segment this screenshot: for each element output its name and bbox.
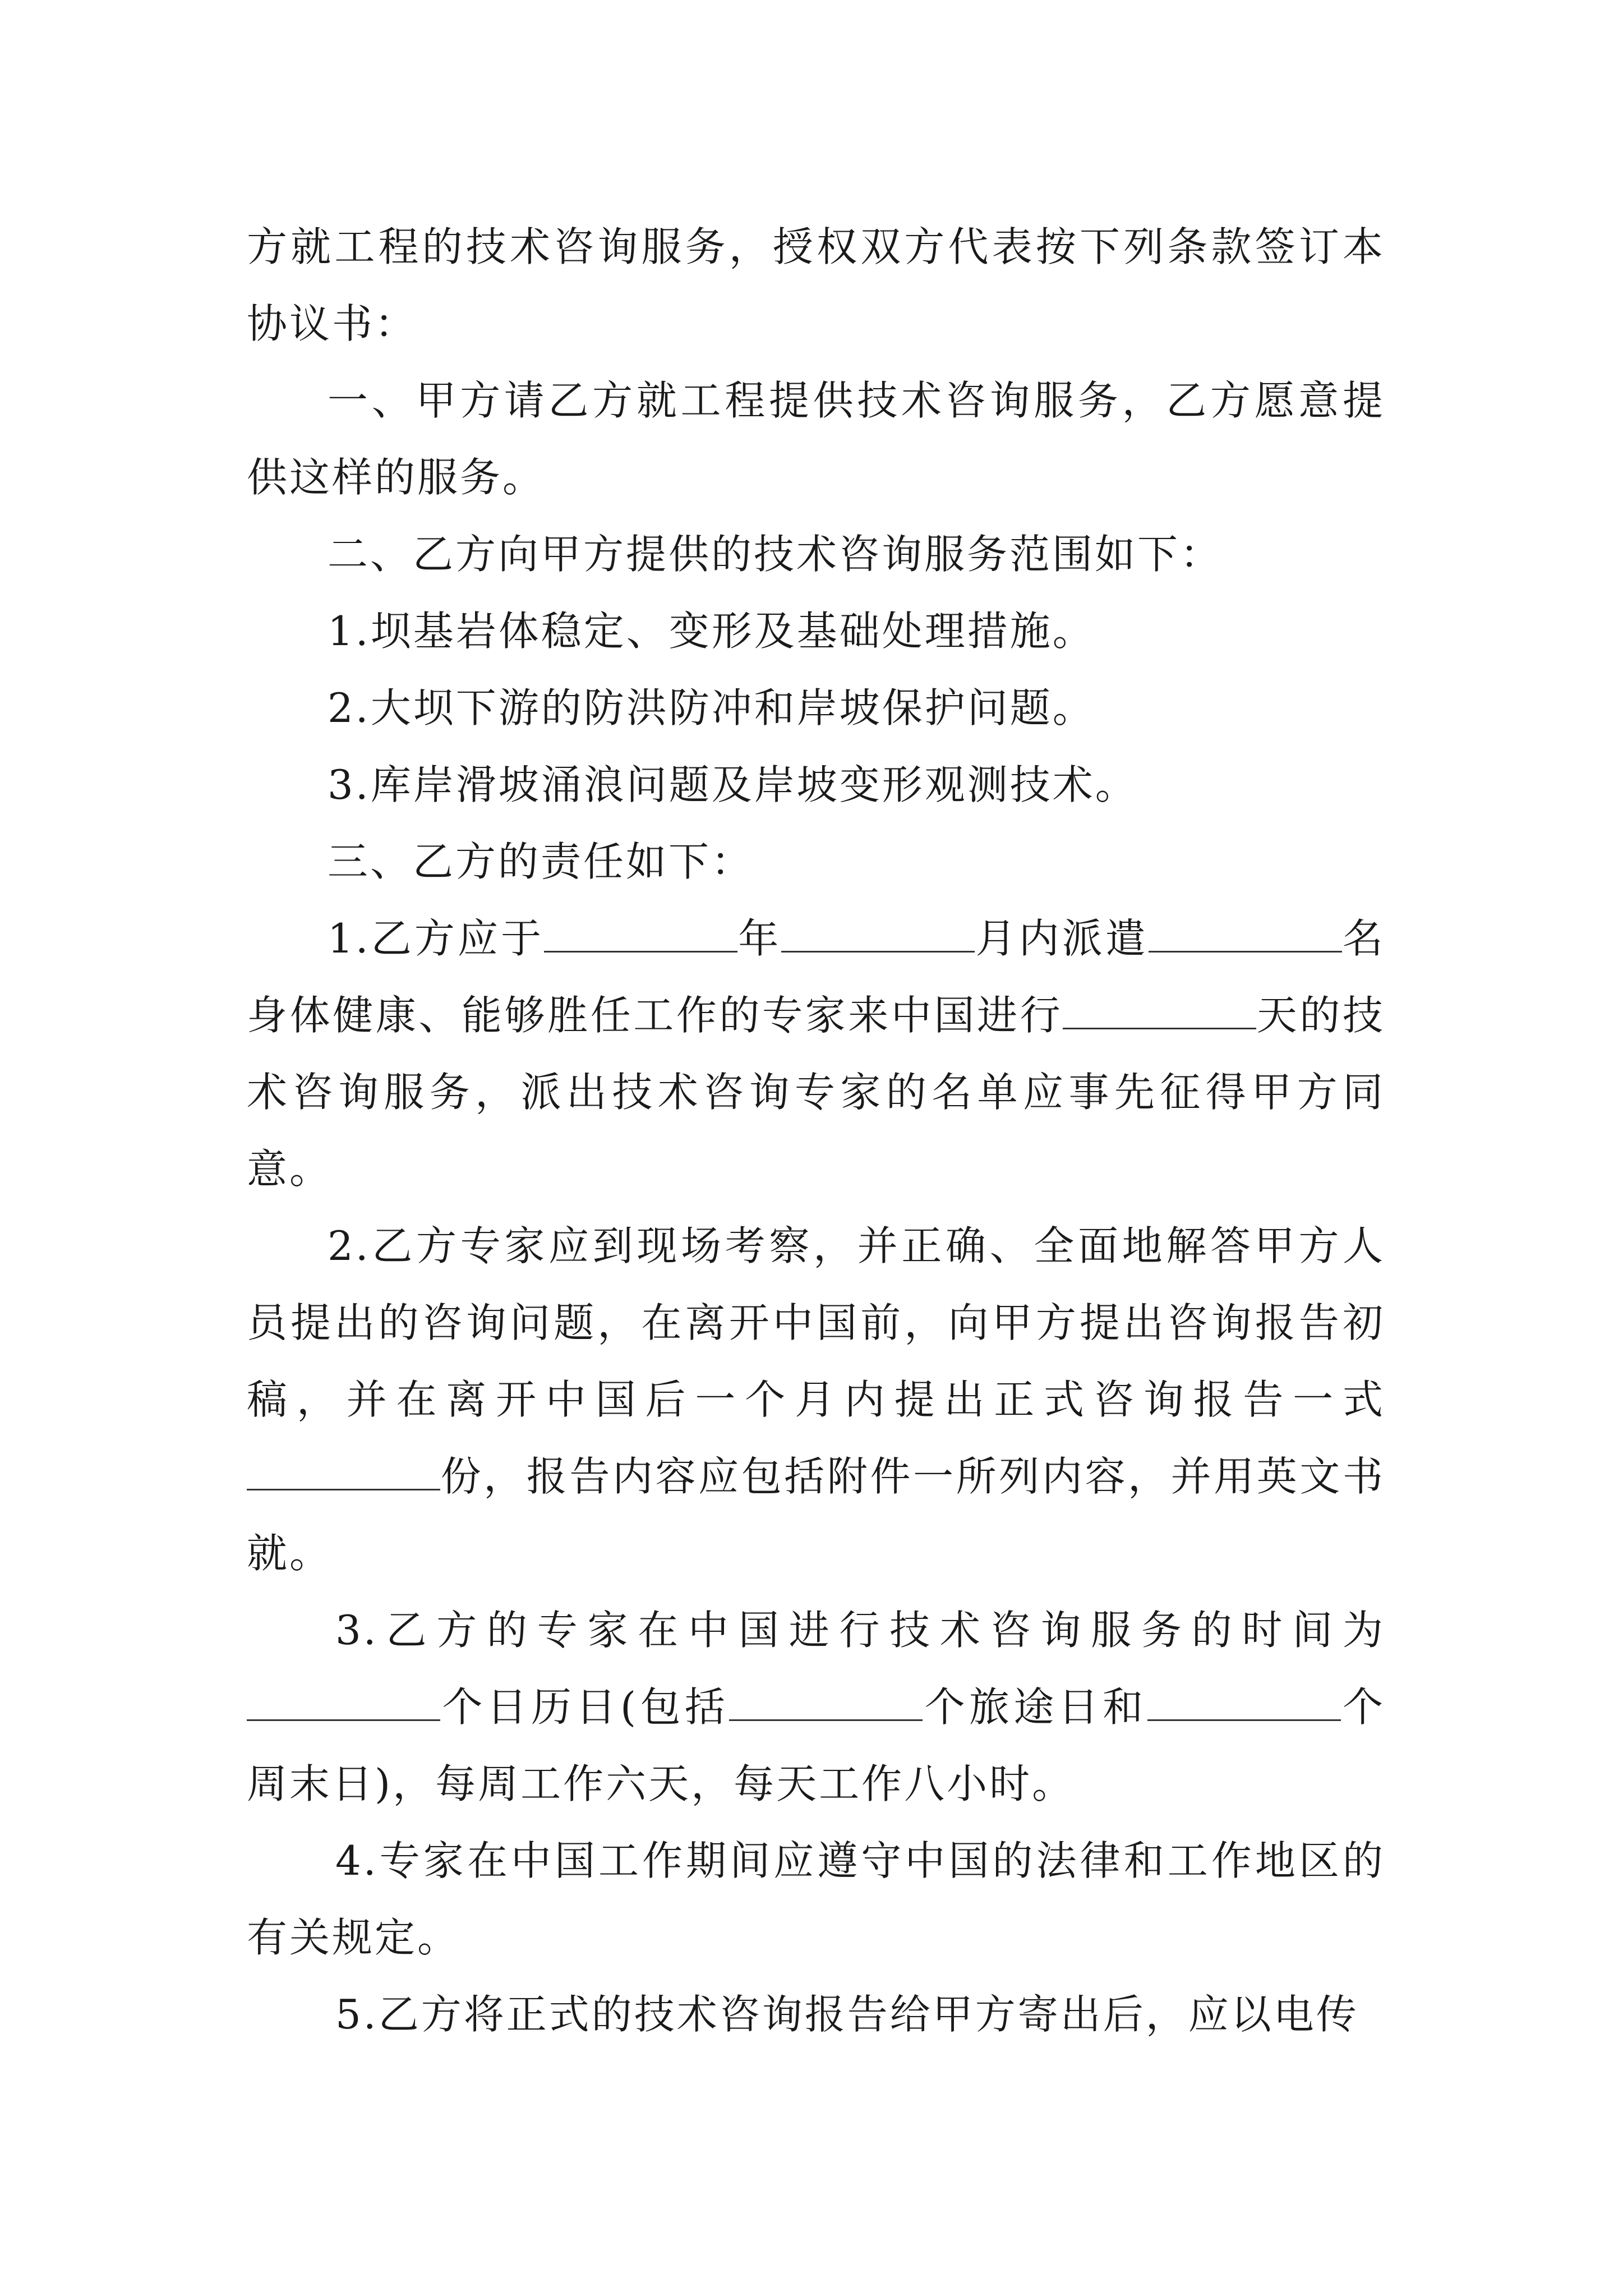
list-item-duty-4 [247, 1823, 1385, 1976]
paragraph-text: 4.专家在中国工作期间应遵守中国的法律和工作地区的有关规定。 [247, 1837, 1385, 1961]
list-item-scope-2 [247, 670, 1385, 747]
fill-blank-travel-days[interactable] [729, 1686, 923, 1721]
fill-blank-calendar-days[interactable] [247, 1686, 440, 1721]
fill-blank-expert-count[interactable] [1149, 917, 1342, 953]
fill-blank-weekend-days[interactable] [1147, 1686, 1341, 1721]
paragraph-preamble [247, 209, 1385, 362]
fill-blank-copies[interactable] [247, 1455, 440, 1490]
fill-blank-days[interactable] [1063, 994, 1256, 1029]
paragraph-clause-2 [247, 516, 1385, 593]
text-segment: 3.乙方的专家在中国进行技术咨询服务的时间为 [335, 1607, 1385, 1654]
list-item-duty-5 [247, 1976, 1385, 2053]
paragraph-text: 一、甲方请乙方就工程提供技术咨询服务，乙方愿意提供这样的服务。 [247, 377, 1385, 501]
list-item-duty-2 [247, 1208, 1385, 1592]
text-segment: 天的技术咨询服务，派出技术咨询专家的名单应事先征得甲方同意。 [247, 992, 1385, 1193]
paragraph-text: 5.乙方将正式的技术咨询报告给甲方寄出后，应以电传 [335, 1991, 1359, 2038]
paragraph-clause-1 [247, 362, 1385, 516]
fill-blank-year[interactable] [544, 917, 737, 953]
text-segment: 1.乙方应于 [328, 915, 545, 962]
paragraph-clause-3 [247, 823, 1385, 900]
list-item-duty-3 [247, 1592, 1385, 1823]
text-segment: 个旅途日和 [923, 1683, 1147, 1731]
paragraph-text: 2.大坝下游的防洪防冲和岸坡保护问题。 [328, 684, 1095, 731]
text-segment: 年 [737, 915, 782, 962]
paragraph-text: 三、乙方的责任如下： [328, 838, 754, 885]
text-segment: 2.乙方专家应到现场考察，并正确、全面地解答甲方人员提出的咨询问题，在离开中国前，向甲方提出咨询报告初稿，并在离开中国后一个月内提出正式咨询报告一式 [247, 1222, 1385, 1423]
paragraph-text: 1.坝基岩体稳定、变形及基础处理措施。 [328, 608, 1095, 655]
paragraph-text: 3.库岸滑坡涌浪问题及岸坡变形观测技术。 [328, 761, 1138, 808]
list-item-duty-1 [247, 900, 1385, 1208]
text-segment: 份，报告内容应包括附件一所列内容，并用英文书就。 [247, 1453, 1385, 1577]
text-segment: 名身体健康、能够胜任工作的专家来中国进行 [247, 915, 1385, 1039]
list-item-scope-3 [247, 747, 1385, 823]
text-segment: 个周末日)，每周工作六天，每天工作八小时。 [247, 1683, 1385, 1807]
paragraph-text: 二、乙方向甲方提供的技术咨询服务范围如下： [328, 531, 1223, 578]
paragraph-text: 方就工程的技术咨询服务，授权双方代表按下列条款签订本协议书： [247, 223, 1385, 347]
list-item-scope-1 [247, 593, 1385, 670]
fill-blank-month[interactable] [781, 917, 975, 953]
contract-body [247, 209, 1385, 2053]
text-segment: 个日历日(包括 [440, 1683, 730, 1731]
text-segment: 月内派遣 [975, 915, 1149, 962]
